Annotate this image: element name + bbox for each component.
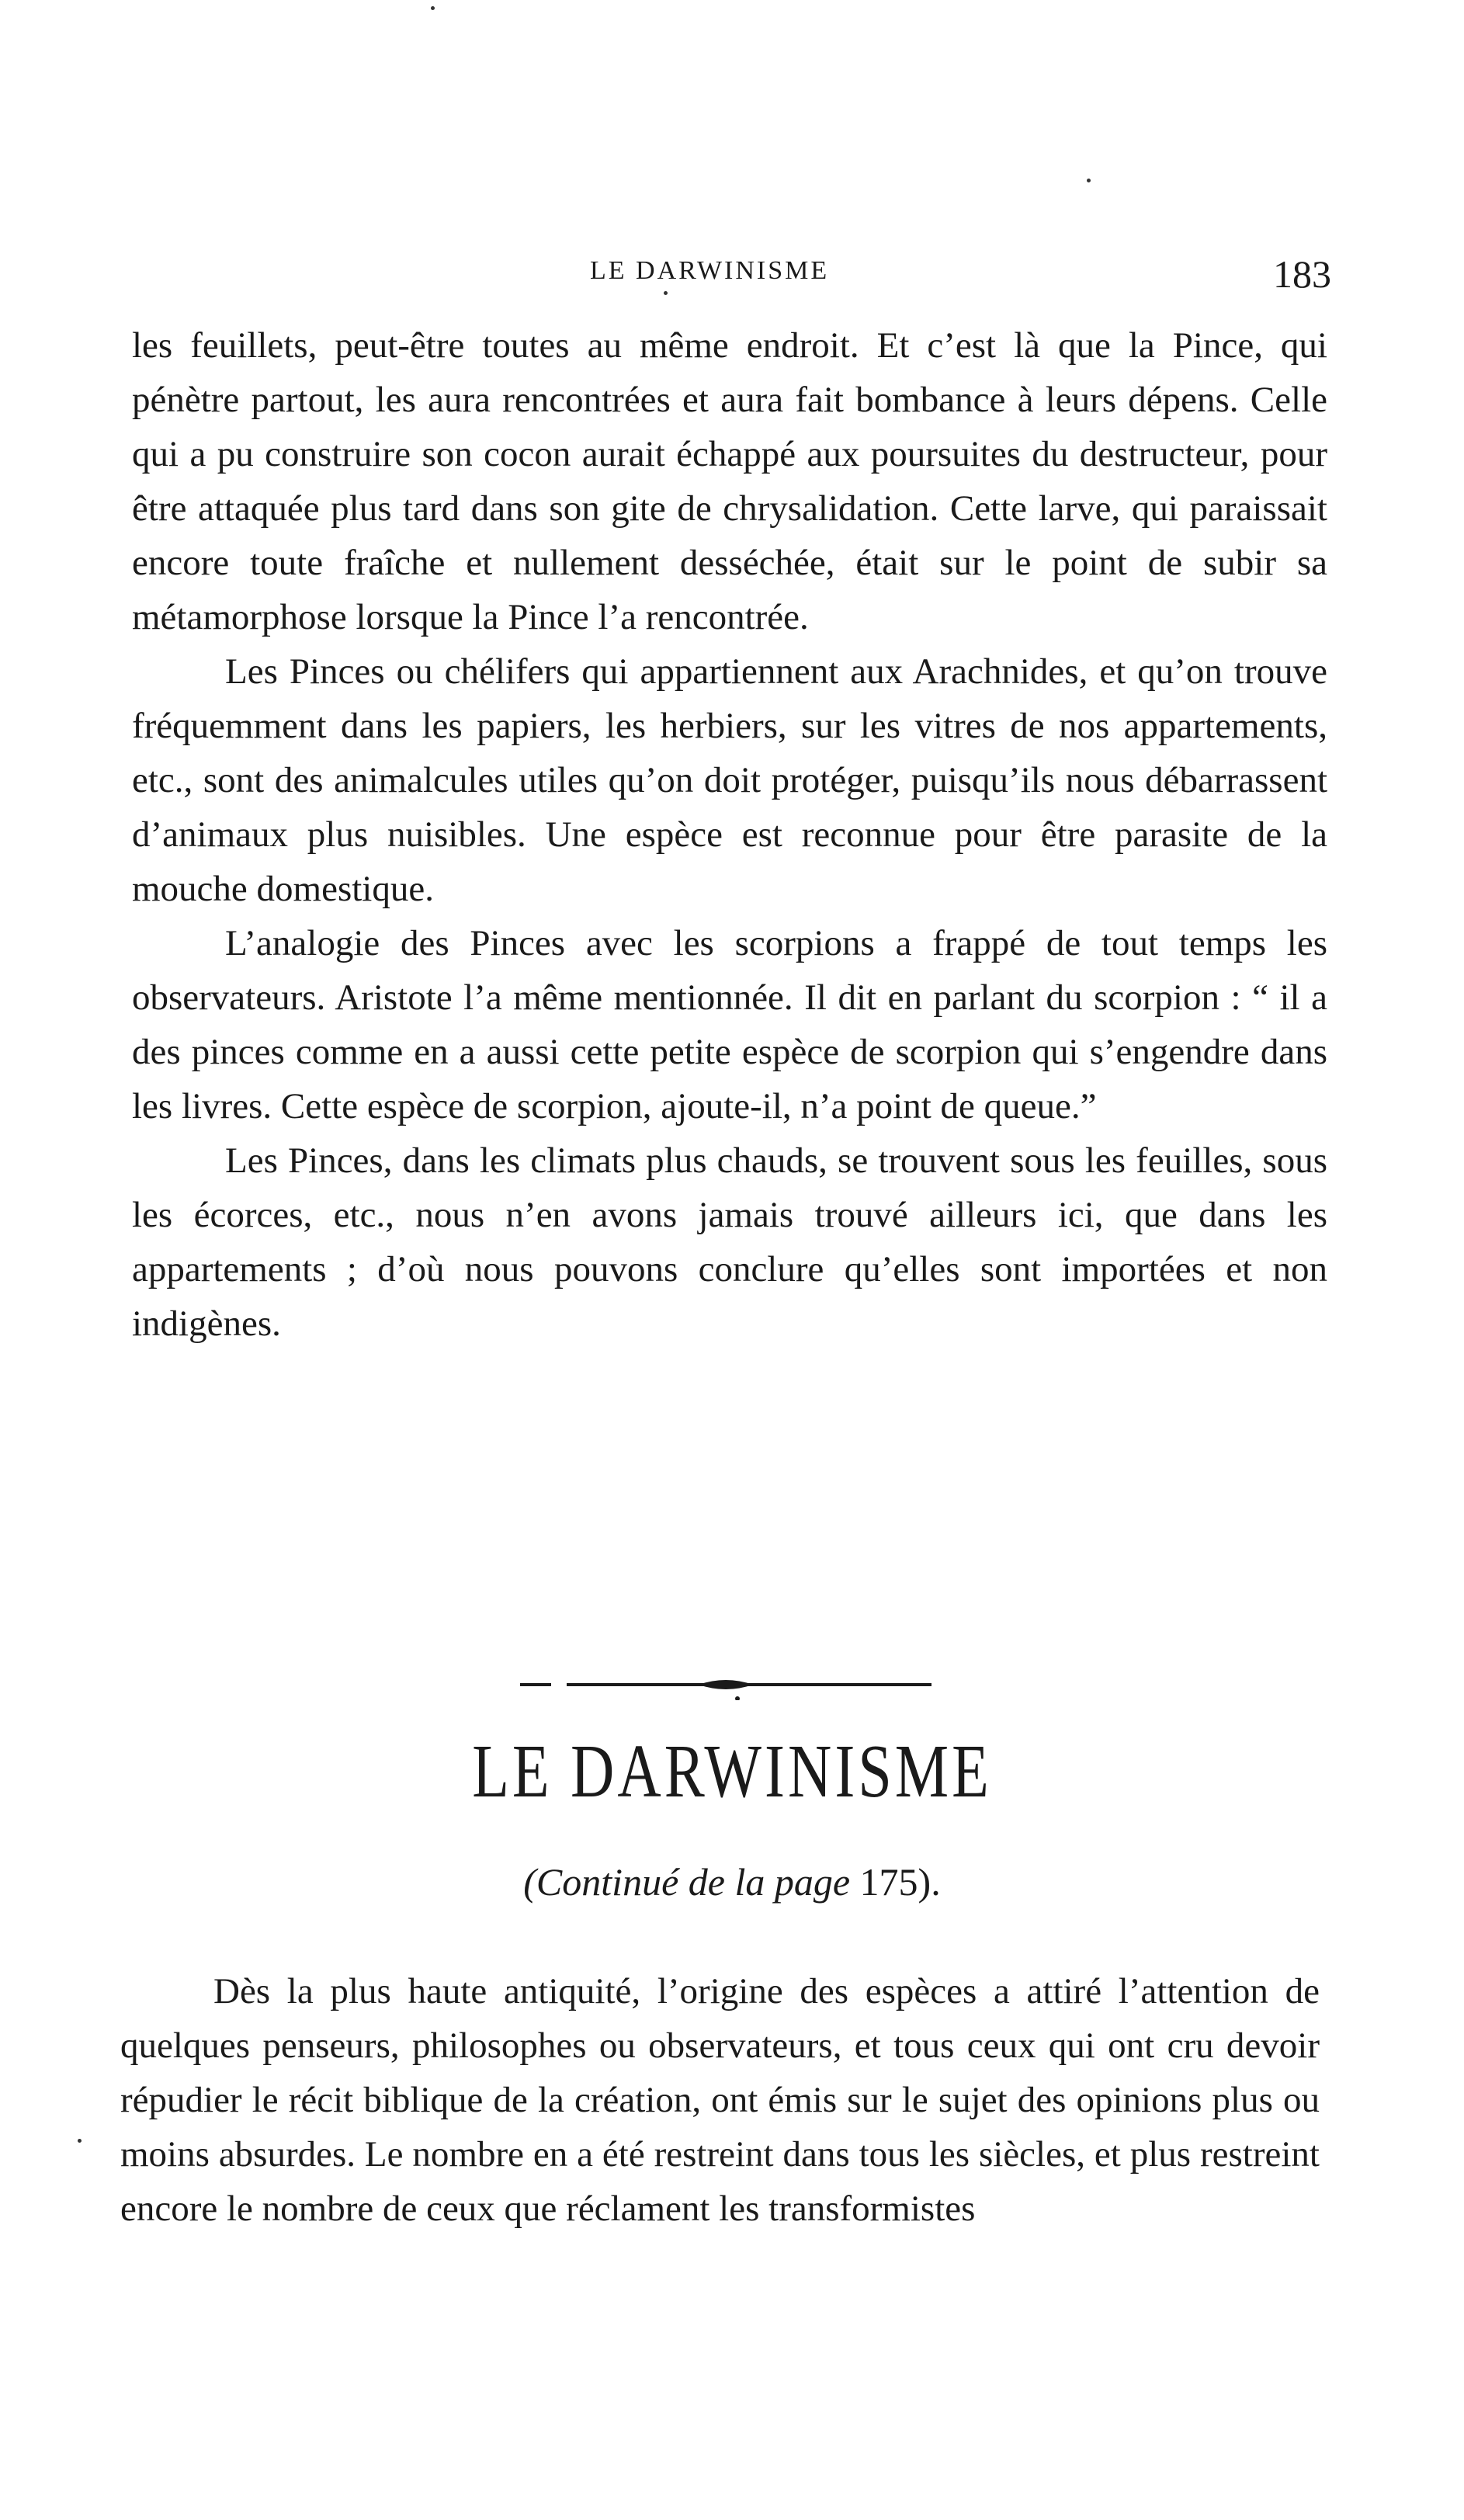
section-subtitle-italic: (Continué de la page (523, 1860, 851, 1904)
section-title: LE DARWINISME (472, 1728, 992, 1813)
paragraph: L’analogie des Pinces avec les scorpions a frappé de tout temps les observateurs. Aristote l’a même mentionnée. Il dit en parlant du scorpion : “ il a des pinces comme en a aussi cette petite espèce de scorpion qui s’engendre dans les livres. Cette espèce de scorpion, ajoute-il, n’a point de queue.” (132, 923, 1327, 1126)
print-speck (1087, 179, 1091, 182)
print-speck (664, 291, 668, 295)
paragraph: les feuillets, peut-être toutes au même endroit. Et c’est là que la Pince, qui pénètre partout, les aura rencontrées et aura fait bombance à leurs dépens. Celle qui a pu construire son cocon aurait échappé aux poursuites du destructeur, pour être attaquée plus tard dans son gite de chrysalidation. Cette larve, qui paraissait encore toute fraîche et nullement desséchée, était sur le point de subir sa métamorphose lorsque la Pince l’a rencontrée. (132, 325, 1327, 637)
paragraph: Les Pinces, dans les climats plus chauds, se trouvent sous les feuilles, sous les écorces, etc., nous n’en avons jamais trouvé ailleurs ici, que dans les appartements ; d’où nous pouvons conclure qu’elles sont importées et non indigènes. (132, 1140, 1327, 1344)
section-subtitle-page: 175). (859, 1860, 941, 1904)
print-speck (78, 2139, 82, 2143)
running-title: LE DARWINISME (590, 256, 830, 285)
body-text-top (132, 318, 1327, 1351)
section-divider-ornament (520, 1669, 931, 1700)
running-head (0, 252, 1464, 303)
page-number: 183 (1273, 252, 1331, 296)
section-subtitle (0, 1859, 1464, 1904)
print-speck (431, 6, 435, 10)
paragraph: Les Pinces ou chélifers qui appartiennent aux Arachnides, et qu’on trouve fréquemment dans les papiers, les herbiers, sur les vitres de nos appartements, etc., sont des animalcules utiles qu’on doit protéger, puisqu’ils nous débarrassent d’animaux plus nuisibles. Une espèce est reconnue pour être parasite de la mouche domestique. (132, 651, 1327, 909)
body-text-bottom (120, 1964, 1320, 2236)
paragraph: Dès la plus haute antiquité, l’origine des espèces a attiré l’attention de quelques penseurs, philosophes ou observateurs, et tous ceux qui ont cru devoir répudier le récit biblique de la création, ont émis sur le sujet des opinions plus ou moins absurdes. Le nombre en a été restreint dans tous les siècles, et plus restreint encore le nombre de ceux que réclament les transformistes (120, 1971, 1320, 2229)
